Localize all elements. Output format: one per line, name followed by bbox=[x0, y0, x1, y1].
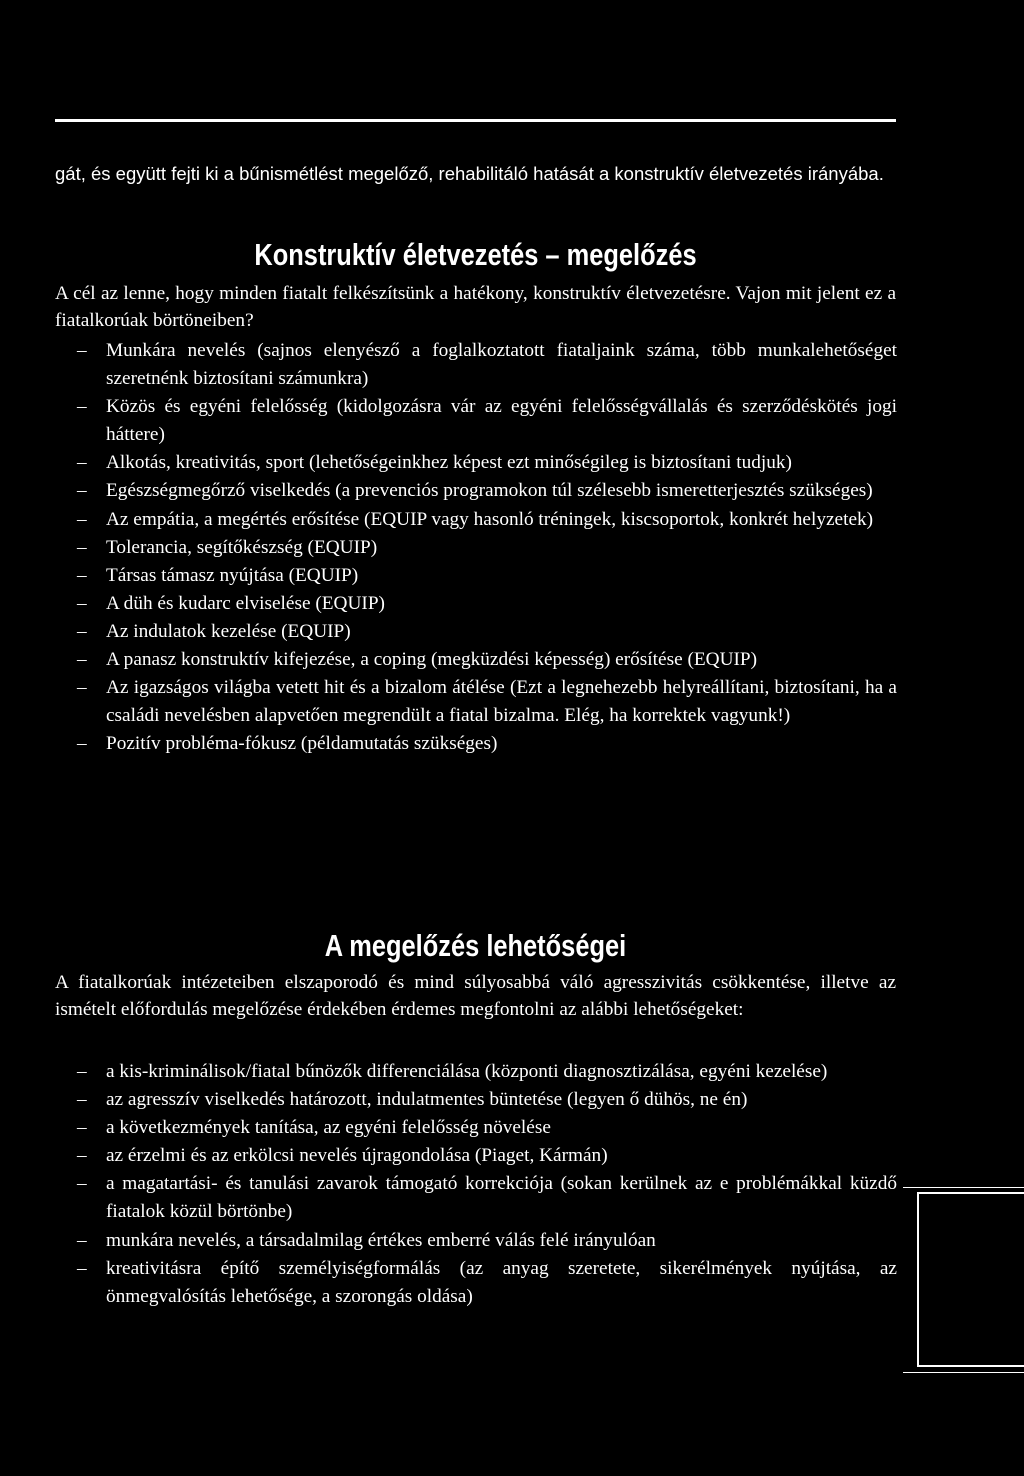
list-item bbox=[77, 590, 897, 618]
dash-bullet: – bbox=[77, 592, 87, 614]
dash-bullet: – bbox=[77, 1089, 87, 1111]
list-item-text: Társas támasz nyújtása (EQUIP) bbox=[106, 564, 359, 586]
dash-bullet: – bbox=[77, 677, 87, 699]
list-item bbox=[77, 618, 897, 646]
list-item-text: az érzelmi és az erkölcsi nevelés újragondolása (Piaget, Kármán) bbox=[106, 1145, 608, 1167]
dash-bullet: – bbox=[77, 1173, 87, 1195]
dash-bullet: – bbox=[77, 1229, 87, 1251]
list-item bbox=[77, 1058, 897, 1086]
section-heading-prevention-options: A megelőzés lehetőségei bbox=[324, 928, 627, 963]
dash-bullet: – bbox=[77, 480, 87, 502]
dash-bullet: – bbox=[77, 1061, 87, 1082]
list-item bbox=[77, 506, 897, 534]
side-box-top-line bbox=[903, 1187, 1024, 1188]
list-item bbox=[77, 730, 897, 758]
list-item-text: Tolerancia, segítőkészség (EQUIP) bbox=[106, 536, 378, 558]
list-item bbox=[77, 449, 897, 477]
section1-paragraph: A cél az lenne, hogy minden fiatalt felkészítsünk a hatékony, konstruktív életvezetésre. Vajon mit jelent ez a fiatalkorúak börtöneiben? bbox=[55, 283, 896, 331]
list-item bbox=[77, 534, 897, 562]
dash-bullet: – bbox=[77, 1257, 87, 1279]
list-item bbox=[77, 1227, 897, 1255]
dash-bullet: – bbox=[77, 452, 87, 474]
list-item-text: a következmények tanítása, az egyéni felelősség növelése bbox=[106, 1117, 551, 1139]
list-item-text: Az igazságos világba vetett hit és a bizalom átélése (Ezt a legnehezebb helyreállítani, biztosítani, ha a családi nevelésben alapvetően megrendült a fiatal bizalma. Elég, ha korrektek vagyunk!) bbox=[106, 677, 897, 727]
dash-bullet: – bbox=[77, 340, 87, 361]
dash-bullet: – bbox=[77, 1145, 87, 1167]
dash-bullet: – bbox=[77, 536, 87, 558]
list-item-text: a magatartási- és tanulási zavarok támogató korrekciója (sokan kerülnek az e problémákkal küzdő fiatalok közül börtönbe) bbox=[106, 1173, 897, 1223]
list-item bbox=[77, 1086, 897, 1114]
list-item-text: Az empátia, a megértés erősítése (EQUIP vagy hasonló tréningek, kiscsoportok, konkrét helyzetek) bbox=[106, 508, 874, 530]
dash-bullet: – bbox=[77, 396, 87, 418]
list-item-text: kreativitásra építő személyiségformálás (az anyag szeretete, sikerélmények nyújtása, az önmegvalósítás lehetősége, a szorongás oldása) bbox=[106, 1257, 897, 1307]
list-item-text: Pozitív probléma-fókusz (példamutatás szükséges) bbox=[106, 733, 498, 755]
list-item-text: A düh és kudarc elviselése (EQUIP) bbox=[106, 592, 385, 614]
list-item-text: Alkotás, kreativitás, sport (lehetőségeinkhez képest ezt minőségileg is biztosítani tudjuk) bbox=[106, 452, 792, 474]
section1-list bbox=[77, 337, 897, 758]
list-item bbox=[77, 337, 897, 393]
dash-bullet: – bbox=[77, 649, 87, 671]
list-item bbox=[77, 1255, 897, 1311]
list-item-text: munkára nevelés, a társadalmilag értékes emberré válás felé irányulóan bbox=[106, 1229, 656, 1251]
list-item-text: Egészségmegőrző viselkedés (a prevenciós programokon túl szélesebb ismeretterjesztés szükséges) bbox=[106, 480, 873, 502]
side-box-bottom-line bbox=[903, 1372, 1024, 1373]
dash-bullet: – bbox=[77, 1117, 87, 1139]
list-item bbox=[77, 1170, 897, 1226]
dash-bullet: – bbox=[77, 733, 87, 755]
top-rule bbox=[55, 119, 896, 122]
side-box-frame bbox=[917, 1192, 1024, 1367]
dash-bullet: – bbox=[77, 620, 87, 642]
list-item-text: az agresszív viselkedés határozott, indulatmentes büntetése (legyen ő dühös, ne én) bbox=[106, 1089, 748, 1111]
list-item bbox=[77, 1142, 897, 1170]
dash-bullet: – bbox=[77, 508, 87, 530]
list-item-text: A panasz konstruktív kifejezése, a coping (megküzdési képesség) erősítése (EQUIP) bbox=[106, 649, 758, 671]
section2-paragraph: A fiatalkorúak intézeteiben elszaporodó és mind súlyosabbá váló agresszivitás csökkentése, illetve az ismételt előfordulás megelőzése érdekében érdemes megfontolni az alábbi lehetőségeket: bbox=[55, 972, 896, 1020]
intro-paragraph: gát, és együtt fejti ki a bűnismétlést megelőző, rehabilitáló hatását a konstruktív életvezetés irányába. bbox=[55, 163, 884, 184]
list-item bbox=[77, 393, 897, 449]
section2-list bbox=[77, 1058, 897, 1311]
section-heading-constructive-life: Konstruktív életvezetés – megelőzés bbox=[254, 237, 697, 272]
list-item bbox=[77, 674, 897, 730]
list-item-text: Munkára nevelés (sajnos elenyésző a foglalkoztatott fiataljaink száma, több munkalehetőséget szeretnénk biztosítani számunkra) bbox=[106, 340, 897, 390]
list-item-text: Az indulatok kezelése (EQUIP) bbox=[106, 620, 351, 642]
list-item bbox=[77, 1114, 897, 1142]
list-item-text: Közös és egyéni felelősség (kidolgozásra vár az egyéni felelősségvállalás és szerződéskötés jogi háttere) bbox=[106, 396, 897, 446]
dash-bullet: – bbox=[77, 564, 87, 586]
list-item bbox=[77, 562, 897, 590]
list-item bbox=[77, 646, 897, 674]
list-item-text: a kis-kriminálisok/fiatal bűnözők differenciálása (központi diagnosztizálása, egyéni kezelése) bbox=[106, 1061, 828, 1082]
list-item bbox=[77, 477, 897, 505]
